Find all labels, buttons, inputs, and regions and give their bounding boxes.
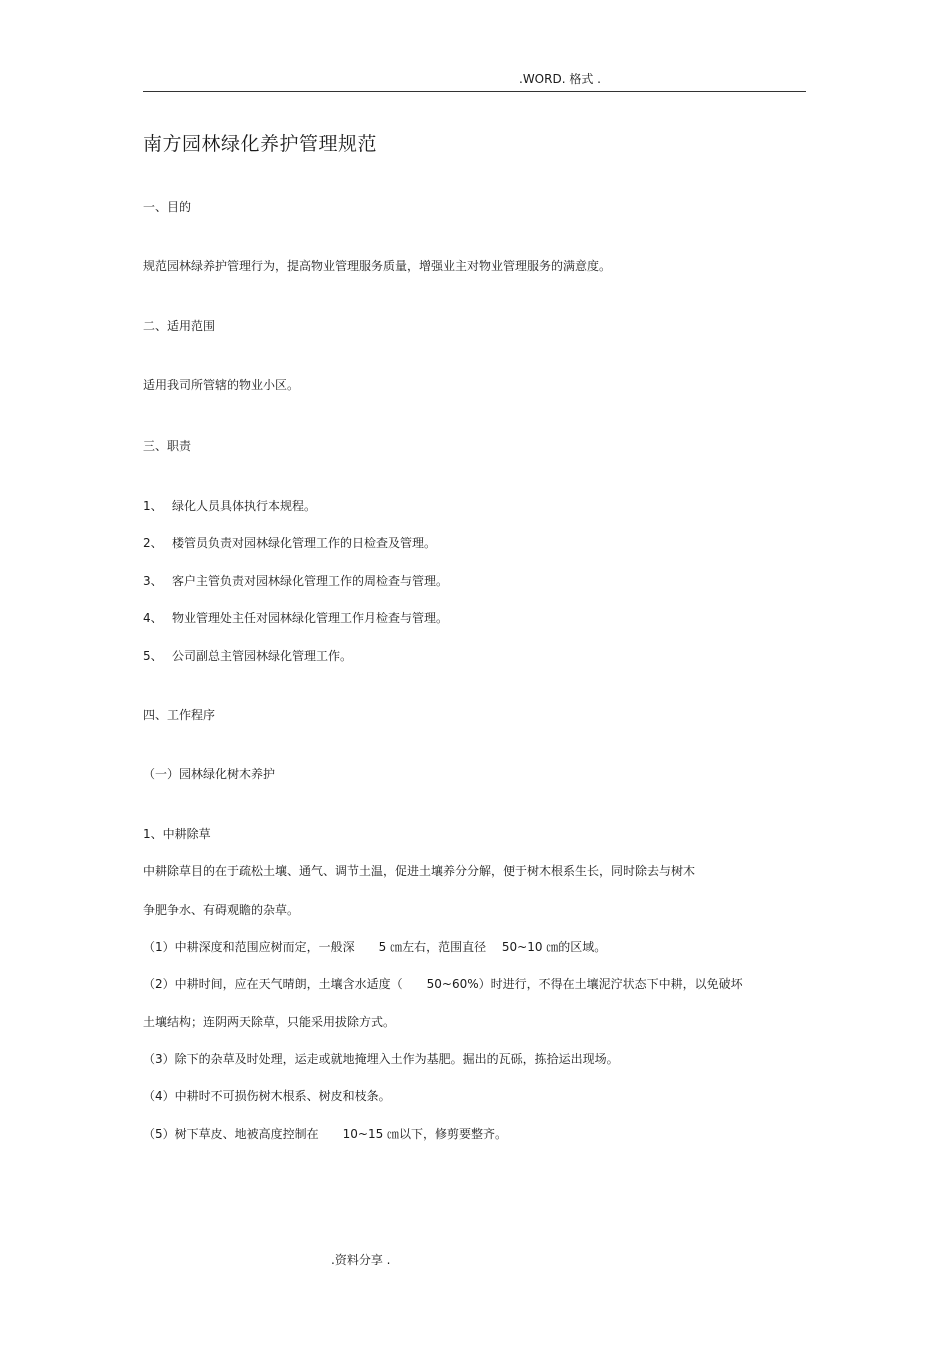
section-heading-purpose: 一、目的 xyxy=(143,200,192,214)
scope-text: 适用我司所管辖的物业小区。 xyxy=(143,378,300,392)
section-heading-scope: 二、适用范围 xyxy=(143,319,216,333)
header-rule xyxy=(143,91,806,92)
point-line: （1）中耕深度和范围应树而定，一般深 5 ㎝左右，范围直径 50~10 ㎝的区域。 xyxy=(143,940,607,954)
point-line: （3）除下的杂草及时处理，运走或就地掩埋入土作为基肥。掘出的瓦砾，拣拾运出现场。 xyxy=(143,1052,619,1066)
point-line: （5）树下草皮、地被高度控制在 10~15 ㎝以下，修剪要整齐。 xyxy=(143,1127,508,1141)
duty-text: 楼管员负责对园林绿化管理工作的日检查及管理。 xyxy=(172,536,437,550)
duty-item xyxy=(143,497,316,515)
duty-number: 3、 xyxy=(143,574,163,588)
document-title: 南方园林绿化养护管理规范 xyxy=(143,133,378,155)
point-line: （2）中耕时间，应在天气晴朗，土壤含水适度（ 50~60%）时进行，不得在土壤泥泞状态下中耕，以免破坏 xyxy=(143,977,743,991)
section-heading-procedure: 四、工作程序 xyxy=(143,708,216,722)
duty-text: 绿化人员具体执行本规程。 xyxy=(172,499,317,513)
page-header xyxy=(0,70,950,90)
point-line: 土壤结构；连阴两天除草，只能采用拔除方式。 xyxy=(143,1015,396,1029)
duty-number: 4、 xyxy=(143,611,163,625)
paragraph-line: 争肥争水、有碍观瞻的杂草。 xyxy=(143,903,300,917)
point-line: （4）中耕时不可损伤树木根系、树皮和枝条。 xyxy=(143,1089,391,1103)
duty-text: 客户主管负责对园林绿化管理工作的周检查与管理。 xyxy=(172,574,449,588)
duty-text: 物业管理处主任对园林绿化管理工作月检查与管理。 xyxy=(172,611,449,625)
duty-text: 公司副总主管园林绿化管理工作。 xyxy=(172,649,353,663)
section-heading-duties: 三、职责 xyxy=(143,439,192,453)
duty-number: 2、 xyxy=(143,536,163,550)
duty-number: 5、 xyxy=(143,649,163,663)
duty-item xyxy=(143,572,448,590)
duty-number: 1、 xyxy=(143,499,163,513)
item-heading: 1、中耕除草 xyxy=(143,827,211,841)
duty-item xyxy=(143,609,448,627)
footer-label: .资料分享 . xyxy=(331,1253,391,1267)
paragraph-line: 中耕除草目的在于疏松土壤、通气、调节土温，促进土壤养分分解，便于树木根系生长，同时除去与树木 xyxy=(143,864,696,878)
duty-item xyxy=(143,647,352,665)
header-label: .WORD. 格式 . xyxy=(519,72,601,86)
purpose-text: 规范园林绿养护管理行为，提高物业管理服务质量，增强业主对物业管理服务的满意度。 xyxy=(143,259,612,273)
duty-item xyxy=(143,534,436,552)
subsection-heading: （一）园林绿化树木养护 xyxy=(143,767,276,781)
